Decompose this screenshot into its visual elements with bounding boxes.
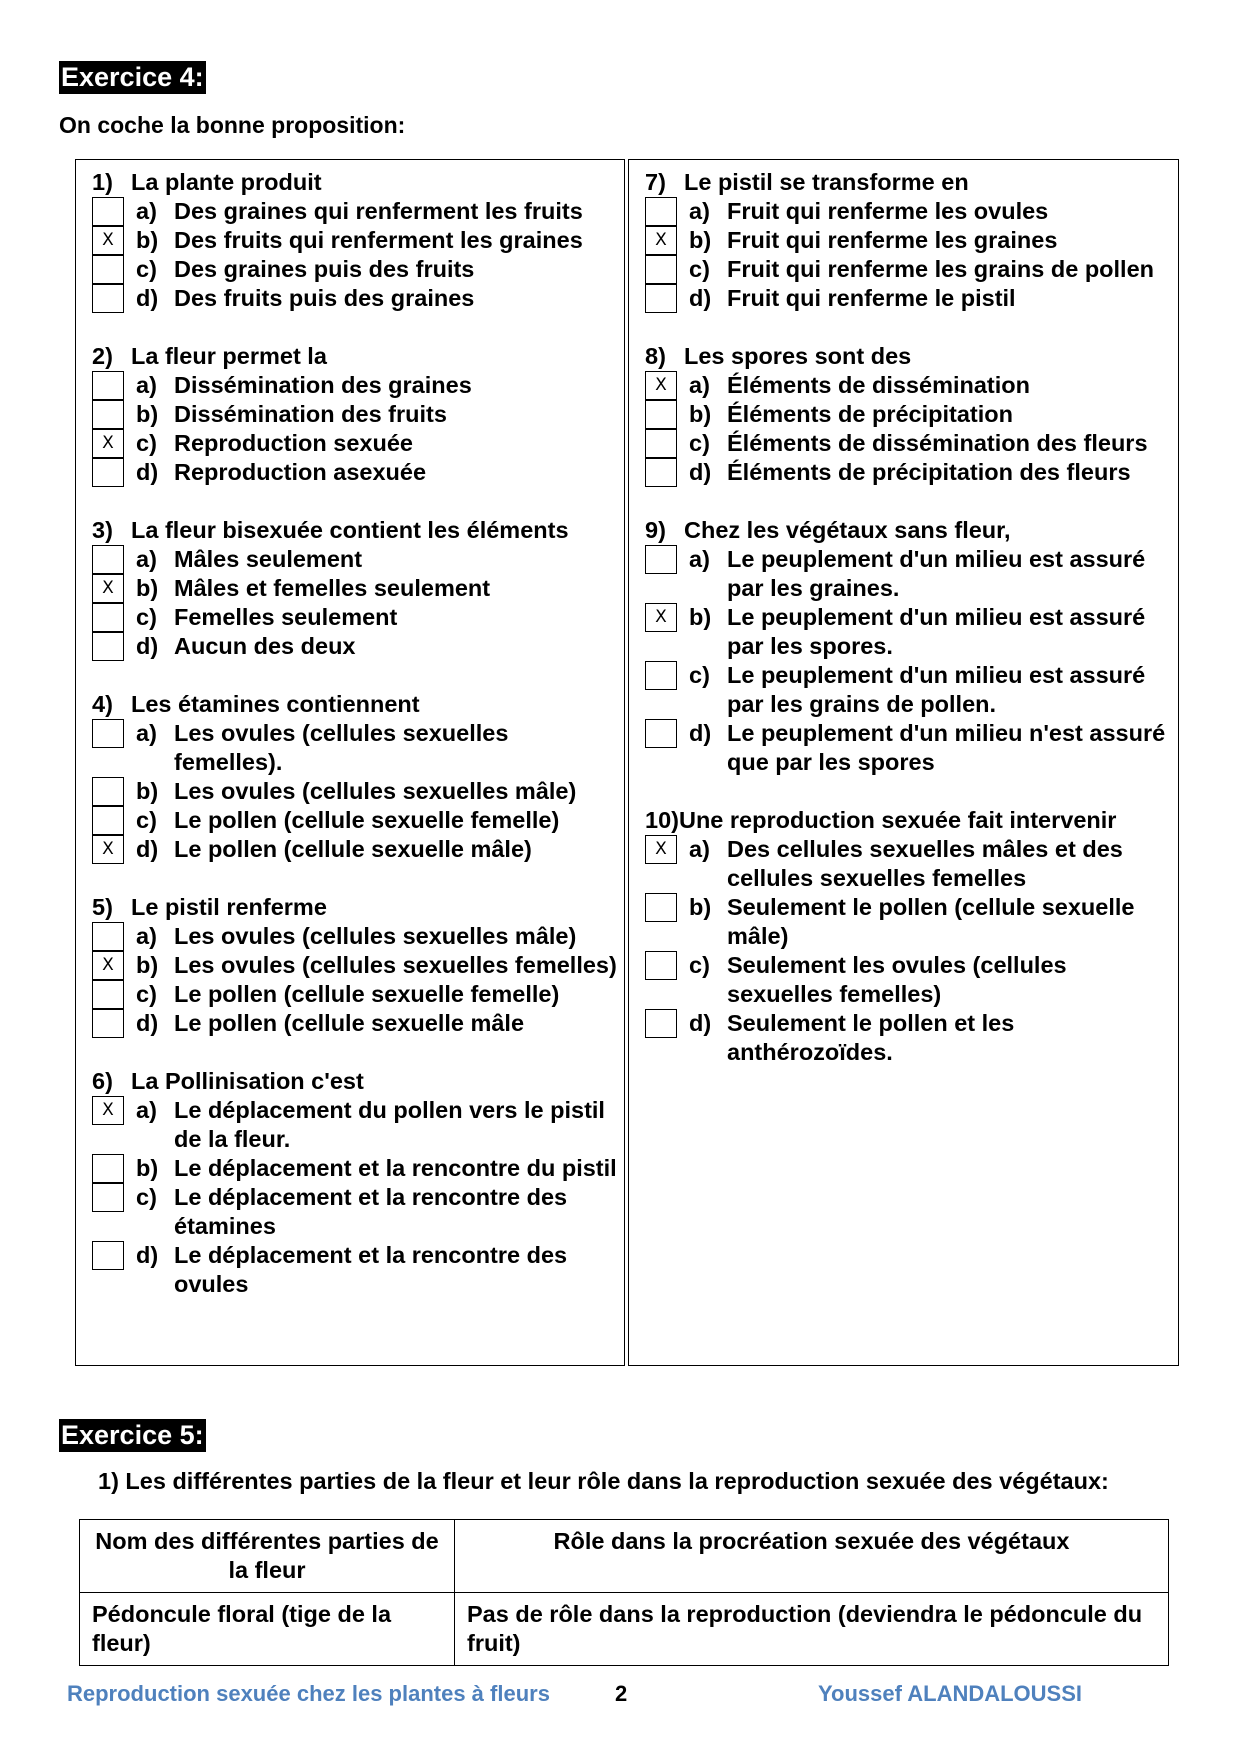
question-number: 8): [645, 343, 666, 369]
question-spacer: [92, 487, 618, 516]
table-header-name: Nom des différentes parties de la fleur: [80, 1520, 455, 1593]
option-text: Le pollen (cellule sexuelle femelle): [174, 981, 560, 1007]
question-spacer: [645, 487, 1172, 516]
option-row: [645, 255, 1172, 284]
answer-checkbox[interactable]: [92, 603, 124, 632]
question-spacer: [92, 661, 618, 690]
option-text: Reproduction sexuée: [174, 430, 413, 456]
answer-checkbox[interactable]: [645, 1009, 677, 1038]
exercise-5-subtitle: 1) Les différentes parties de la fleur et leur rôle dans la reproduction sexuée des végétaux:: [98, 1468, 1109, 1494]
option-row: [645, 371, 1172, 400]
option-letter: b): [689, 227, 712, 253]
option-row: [92, 400, 618, 429]
option-letter: a): [136, 546, 157, 572]
question-text: Les spores sont des: [684, 343, 912, 369]
question-title: [92, 1067, 618, 1096]
questions-left-column: [75, 159, 625, 1366]
question-spacer: [645, 1067, 1172, 1096]
option-letter: d): [689, 285, 712, 311]
option-text: Seulement les ovules (cellules sexuelles femelles): [727, 952, 1067, 1007]
answer-checkbox[interactable]: X: [92, 835, 124, 864]
option-row: [645, 835, 1172, 893]
option-row: [645, 661, 1172, 719]
option-row: [92, 545, 618, 574]
option-text: Les ovules (cellules sexuelles mâle): [174, 923, 577, 949]
option-text: Le peuplement d'un milieu n'est assuré que par les spores: [727, 720, 1166, 775]
option-letter: a): [136, 923, 157, 949]
option-letter: b): [689, 604, 712, 630]
option-text: Le peuplement d'un milieu est assuré par les graines.: [727, 546, 1146, 601]
option-row: [92, 1183, 618, 1241]
option-row: [92, 458, 618, 487]
option-text: Éléments de dissémination des fleurs: [727, 430, 1148, 456]
option-letter: c): [689, 430, 710, 456]
question-title: [92, 342, 618, 371]
answer-checkbox[interactable]: [92, 1241, 124, 1270]
answer-checkbox[interactable]: X: [92, 429, 124, 458]
option-row: [92, 922, 618, 951]
option-letter: c): [136, 430, 157, 456]
answer-checkbox[interactable]: [92, 197, 124, 226]
answer-checkbox[interactable]: [92, 922, 124, 951]
question-number: 2): [92, 343, 113, 369]
question-title: [645, 168, 1172, 197]
option-letter: b): [136, 227, 159, 253]
option-row: [92, 226, 618, 255]
option-text: Les ovules (cellules sexuelles femelles).: [174, 720, 509, 775]
option-letter: d): [136, 459, 159, 485]
option-text: Fruit qui renferme les ovules: [727, 198, 1049, 224]
option-text: Seulement le pollen et les anthérozoïdes.: [727, 1010, 1015, 1065]
option-row: [92, 197, 618, 226]
footer-author: Youssef ALANDALOUSSI: [818, 1681, 1083, 1706]
exercise-5-title: Exercice 5:: [61, 1420, 204, 1450]
question-number: 10): [645, 807, 679, 833]
question-text: La plante produit: [131, 169, 322, 195]
answer-checkbox[interactable]: [92, 777, 124, 806]
answer-checkbox[interactable]: [645, 400, 677, 429]
option-letter: a): [136, 372, 157, 398]
option-letter: c): [136, 807, 157, 833]
left-column-content: [92, 168, 618, 1328]
option-letter: b): [136, 401, 159, 427]
answer-checkbox[interactable]: [645, 429, 677, 458]
question-number: 5): [92, 894, 113, 920]
option-text: Seulement le pollen (cellule sexuelle mâle): [727, 894, 1135, 949]
option-letter: d): [689, 720, 712, 746]
option-text: Fruit qui renferme les graines: [727, 227, 1058, 253]
answer-checkbox[interactable]: [645, 255, 677, 284]
answer-checkbox[interactable]: [92, 545, 124, 574]
option-letter: a): [136, 1097, 157, 1123]
option-letter: d): [136, 285, 159, 311]
option-row: [645, 603, 1172, 661]
option-row: [92, 806, 618, 835]
option-letter: a): [689, 836, 710, 862]
option-text: Le déplacement et la rencontre des ovules: [174, 1242, 568, 1297]
question-spacer: [92, 1038, 618, 1067]
question-text: La Pollinisation c'est: [131, 1068, 364, 1094]
question-spacer: [92, 864, 618, 893]
option-text: Éléments de précipitation des fleurs: [727, 459, 1131, 485]
footer-page-number: 2: [615, 1681, 628, 1706]
table-cell-role: Pas de rôle dans la reproduction (deviendra le pédoncule du fruit): [455, 1593, 1169, 1666]
answer-checkbox[interactable]: [92, 255, 124, 284]
option-row: [92, 429, 618, 458]
question-text: Une reproduction sexuée fait intervenir: [678, 807, 1117, 833]
table-cell-part: Pédoncule floral (tige de la fleur): [80, 1593, 455, 1666]
answer-checkbox[interactable]: [645, 893, 677, 922]
option-text: Fruit qui renferme le pistil: [727, 285, 1016, 311]
answer-checkbox[interactable]: [92, 284, 124, 313]
option-row: [92, 1154, 618, 1183]
option-text: Les ovules (cellules sexuelles femelles): [174, 952, 617, 978]
question-8: [645, 342, 1172, 487]
question-spacer: [645, 777, 1172, 806]
option-text: Reproduction asexuée: [174, 459, 427, 485]
answer-checkbox[interactable]: [92, 371, 124, 400]
table-header-row: [80, 1520, 1169, 1593]
question-3: [92, 516, 618, 661]
option-row: [92, 1241, 618, 1299]
option-text: Le peuplement d'un milieu est assuré par les grains de pollen.: [727, 662, 1146, 717]
answer-checkbox[interactable]: [92, 1009, 124, 1038]
questions-right-column: [628, 159, 1179, 1366]
option-text: Aucun des deux: [174, 633, 356, 659]
option-row: [645, 545, 1172, 603]
option-letter: d): [136, 1010, 159, 1036]
question-title: [92, 168, 618, 197]
question-5: [92, 893, 618, 1038]
option-row: [645, 719, 1172, 777]
question-7: [645, 168, 1172, 313]
option-text: Des cellules sexuelles mâles et des cellules sexuelles femelles: [727, 836, 1123, 891]
answer-checkbox[interactable]: X: [645, 603, 677, 632]
option-text: Le déplacement et la rencontre du pistil: [174, 1155, 617, 1181]
answer-checkbox[interactable]: [645, 661, 677, 690]
option-row: [645, 400, 1172, 429]
option-letter: b): [136, 778, 159, 804]
answer-checkbox[interactable]: X: [645, 371, 677, 400]
question-title: [645, 516, 1172, 545]
option-text: Des graines qui renferment les fruits: [174, 198, 583, 224]
question-1: [92, 168, 618, 313]
option-text: Le pollen (cellule sexuelle femelle): [174, 807, 560, 833]
option-letter: c): [689, 952, 710, 978]
question-spacer: [92, 1299, 618, 1328]
question-text: La fleur permet la: [131, 343, 327, 369]
table-header-role: Rôle dans la procréation sexuée des végétaux: [455, 1520, 1169, 1593]
option-letter: c): [136, 604, 157, 630]
option-row: [645, 226, 1172, 255]
option-row: [645, 893, 1172, 951]
option-row: [92, 980, 618, 1009]
option-text: Mâles seulement: [174, 546, 363, 572]
option-row: [645, 284, 1172, 313]
answer-checkbox[interactable]: [645, 197, 677, 226]
footer-course-title: Reproduction sexuée chez les plantes à fleurs: [67, 1681, 550, 1706]
option-row: [92, 1096, 618, 1154]
option-text: Femelles seulement: [174, 604, 398, 630]
option-letter: b): [136, 952, 159, 978]
option-row: [92, 777, 618, 806]
answer-checkbox[interactable]: X: [92, 951, 124, 980]
option-letter: b): [136, 1155, 159, 1181]
answer-checkbox[interactable]: [645, 284, 677, 313]
flower-parts-table: [79, 1519, 1169, 1666]
option-row: [92, 574, 618, 603]
answer-checkbox[interactable]: [92, 980, 124, 1009]
option-text: Le déplacement du pollen vers le pistil de la fleur.: [174, 1097, 605, 1152]
option-letter: c): [136, 1184, 157, 1210]
option-letter: d): [136, 633, 159, 659]
question-title: [92, 516, 618, 545]
question-title: [92, 893, 618, 922]
question-spacer: [645, 313, 1172, 342]
answer-checkbox[interactable]: X: [92, 226, 124, 255]
option-letter: b): [136, 575, 159, 601]
option-row: [92, 719, 618, 777]
exercise-4-title: Exercice 4:: [61, 62, 204, 92]
question-6: [92, 1067, 618, 1299]
answer-checkbox[interactable]: X: [92, 1096, 124, 1125]
right-column-content: [645, 168, 1172, 1096]
option-letter: d): [136, 1242, 159, 1268]
answer-checkbox[interactable]: [92, 719, 124, 748]
question-text: Le pistil se transforme en: [684, 169, 969, 195]
question-text: La fleur bisexuée contient les éléments: [131, 517, 569, 543]
answer-checkbox[interactable]: [92, 1154, 124, 1183]
question-title: [645, 342, 1172, 371]
option-letter: a): [689, 372, 710, 398]
option-text: Les ovules (cellules sexuelles mâle): [174, 778, 577, 804]
option-letter: d): [689, 1010, 712, 1036]
option-text: Dissémination des fruits: [174, 401, 447, 427]
question-number: 7): [645, 169, 666, 195]
option-text: Éléments de précipitation: [727, 401, 1013, 427]
option-letter: b): [689, 894, 712, 920]
option-letter: a): [136, 198, 157, 224]
option-text: Des fruits qui renferment les graines: [174, 227, 583, 253]
option-row: [92, 255, 618, 284]
answer-checkbox[interactable]: [645, 719, 677, 748]
answer-checkbox[interactable]: [92, 458, 124, 487]
answer-checkbox[interactable]: X: [645, 226, 677, 255]
option-row: [645, 429, 1172, 458]
option-row: [92, 284, 618, 313]
answer-checkbox[interactable]: [92, 806, 124, 835]
question-number: 6): [92, 1068, 113, 1094]
option-text: Éléments de dissémination: [727, 372, 1030, 398]
answer-checkbox[interactable]: X: [645, 835, 677, 864]
question-number: 3): [92, 517, 113, 543]
option-row: [645, 1009, 1172, 1067]
option-row: [92, 371, 618, 400]
table-row: [80, 1593, 1169, 1666]
question-number: 4): [92, 691, 113, 717]
question-text: Chez les végétaux sans fleur,: [684, 517, 1011, 543]
question-text: Les étamines contiennent: [131, 691, 420, 717]
option-letter: c): [689, 662, 710, 688]
option-letter: d): [136, 836, 159, 862]
answer-checkbox[interactable]: [645, 545, 677, 574]
question-text: Le pistil renferme: [131, 894, 327, 920]
question-number: 9): [645, 517, 666, 543]
option-letter: a): [689, 546, 710, 572]
option-row: [92, 835, 618, 864]
answer-checkbox[interactable]: X: [92, 574, 124, 603]
option-row: [645, 458, 1172, 487]
question-title: [92, 690, 618, 719]
option-text: Le déplacement et la rencontre des étamines: [174, 1184, 568, 1239]
option-text: Le peuplement d'un milieu est assuré par les spores.: [727, 604, 1146, 659]
option-row: [92, 1009, 618, 1038]
answer-checkbox[interactable]: [92, 400, 124, 429]
option-letter: a): [136, 720, 157, 746]
option-letter: d): [689, 459, 712, 485]
option-letter: b): [689, 401, 712, 427]
option-text: Mâles et femelles seulement: [174, 575, 491, 601]
option-row: [645, 951, 1172, 1009]
option-row: [92, 632, 618, 661]
option-text: Le pollen (cellule sexuelle mâle): [174, 836, 532, 862]
question-9: [645, 516, 1172, 777]
option-letter: c): [136, 256, 157, 282]
question-title: [645, 806, 1172, 835]
question-10: [645, 806, 1172, 1067]
option-text: Fruit qui renferme les grains de pollen: [727, 256, 1155, 282]
option-letter: c): [136, 981, 157, 1007]
option-row: [645, 197, 1172, 226]
option-text: Le pollen (cellule sexuelle mâle: [174, 1010, 525, 1036]
answer-checkbox[interactable]: [92, 1183, 124, 1212]
question-spacer: [92, 313, 618, 342]
question-4: [92, 690, 618, 864]
option-letter: c): [689, 256, 710, 282]
question-2: [92, 342, 618, 487]
option-row: [92, 603, 618, 632]
option-text: Des fruits puis des graines: [174, 285, 475, 311]
answer-checkbox[interactable]: [92, 632, 124, 661]
answer-checkbox[interactable]: [645, 458, 677, 487]
question-number: 1): [92, 169, 113, 195]
instruction: On coche la bonne proposition:: [59, 112, 406, 138]
option-letter: a): [689, 198, 710, 224]
option-text: Dissémination des graines: [174, 372, 472, 398]
answer-checkbox[interactable]: [645, 951, 677, 980]
option-text: Des graines puis des fruits: [174, 256, 475, 282]
option-row: [92, 951, 618, 980]
